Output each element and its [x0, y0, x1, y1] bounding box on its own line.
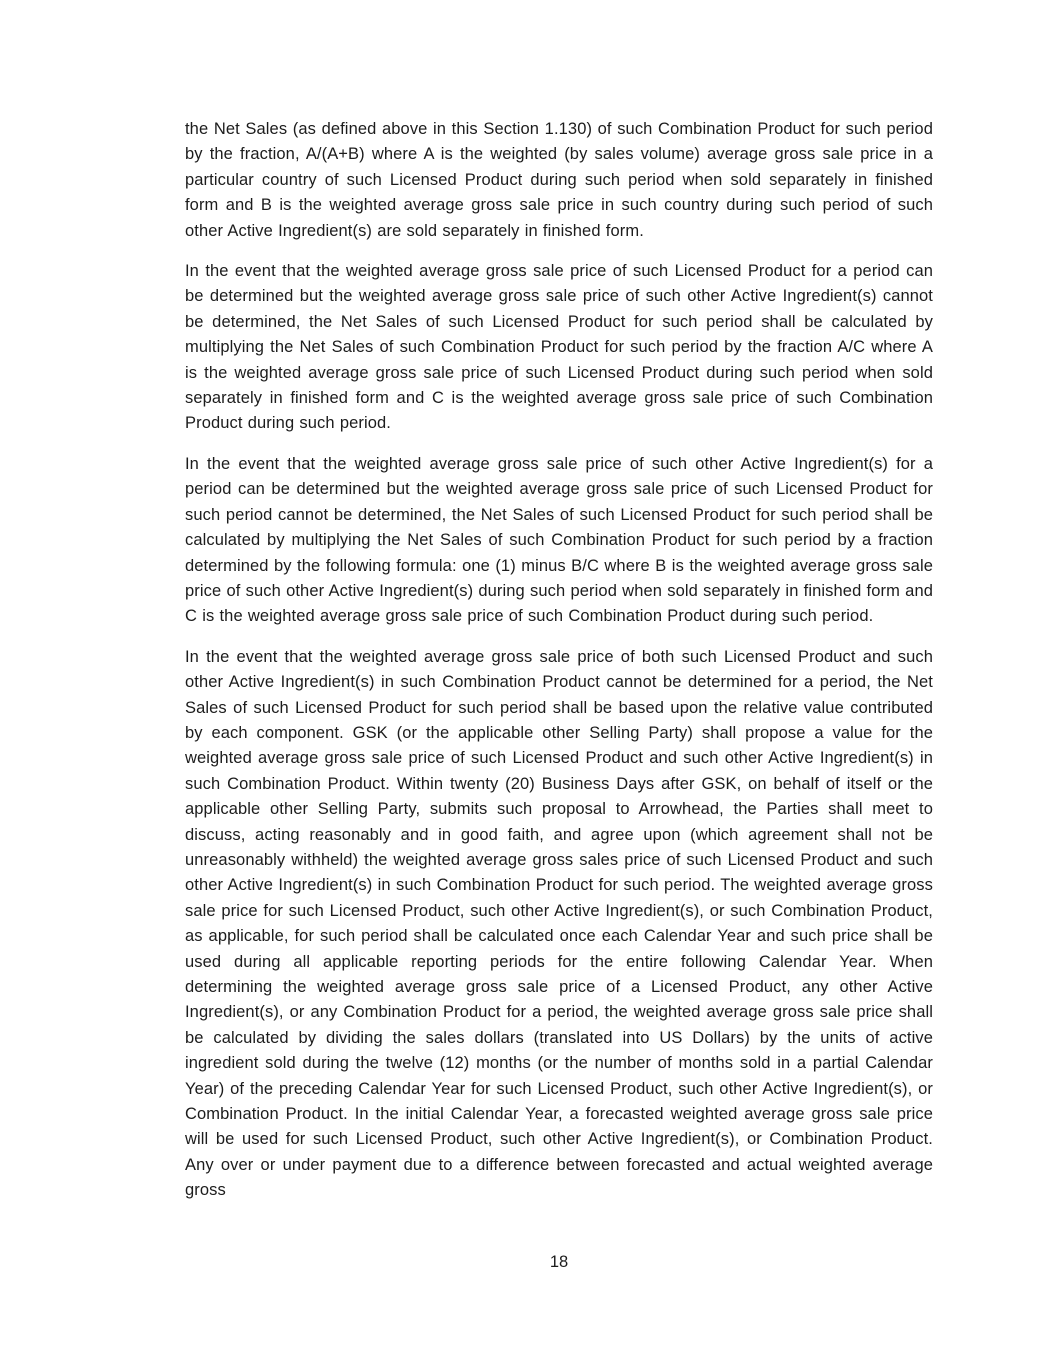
paragraph-active-ingredient-determined: In the event that the weighted average gross sale price of such other Active Ingredient(s) for a period can be determined but the weighted average gross sale price of such Licensed Product for such period cannot be determined, the Net Sales of such Licensed Product for such period shall be calculated by multiplying the Net Sales of such Combination Product for such period by a fraction determined by the following formula: one (1) minus B/C where B is the weighted average gross sale price of such other Active Ingredient(s) during such period when sold separately in finished form and C is the weighted average gross sale price of such Combination Product during such period. — [185, 454, 933, 626]
document-body — [185, 117, 933, 1219]
paragraph-licensed-product-determined: In the event that the weighted average gross sale price of such Licensed Product for a period can be determined but the weighted average gross sale price of such other Active Ingredient(s) cannot be determined, the Net Sales of such Licensed Product for such period shall be calculated by multiplying the Net Sales of such Combination Product for such period by the fraction A/C where A is the weighted average gross sale price of such Licensed Product during such period when sold separately in finished form and C is the weighted average gross sale price of such Combination Product during such period. — [185, 262, 933, 433]
paragraph-both-cannot-be-determined: In the event that the weighted average gross sale price of both such Licensed Product and such other Active Ingredient(s) in such Combination Product cannot be determined for a period, the Net Sales of such Licensed Product for such period shall be based upon the relative value contributed by each component. GSK (or the applicable other Selling Party) shall propose a value for the weighted average gross sale price of such Licensed Product and such other Active Ingredient(s) in such Combination Product. Within twenty (20) Business Days after GSK, on behalf of itself or the applicable other Selling Party, submits such proposal to Arrowhead, the Parties shall meet to discuss, acting reasonably and in good faith, and agree upon (which agreement shall not be unreasonably withheld) the weighted average gross sales price of such Licensed Product and such other Active Ingredient(s) in such Combination Product for such period. The weighted average gross sale price for such Licensed Product, such other Active Ingredient(s), or such Combination Product, as applicable, for such period shall be calculated once each Calendar Year and such price shall be used during all applicable reporting periods for the entire following Calendar Year. When determining the weighted average gross sale price of a Licensed Product, any other Active Ingredient(s), or any Combination Product for a period, the weighted average gross sale price shall be calculated by dividing the sales dollars (translated into US Dollars) by the units of active ingredient sold during the twelve (12) months (or the number of months sold in a partial Calendar Year) of the preceding Calendar Year for such Licensed Product, such other Active Ingredient(s), or Combination Product. In the initial Calendar Year, a forecasted weighted average gross sale price will be used for such Licensed Product, such other Active Ingredient(s), or Combination Product. Any over or under payment due to a difference between forecasted and actual weighted average gross — [185, 647, 933, 1200]
paragraph-combination-product-fraction: the Net Sales (as defined above in this Section 1.130) of such Combination Product for such period by the fraction, A/(A+B) where A is the weighted (by sales volume) average gross sale price in a particular country of such Licensed Product during such period when sold separately in finished form and B is the weighted average gross sale price in such country during such period of such other Active Ingredient(s) are sold separately in finished form. — [185, 120, 933, 240]
page-number: 18 — [549, 1253, 569, 1271]
